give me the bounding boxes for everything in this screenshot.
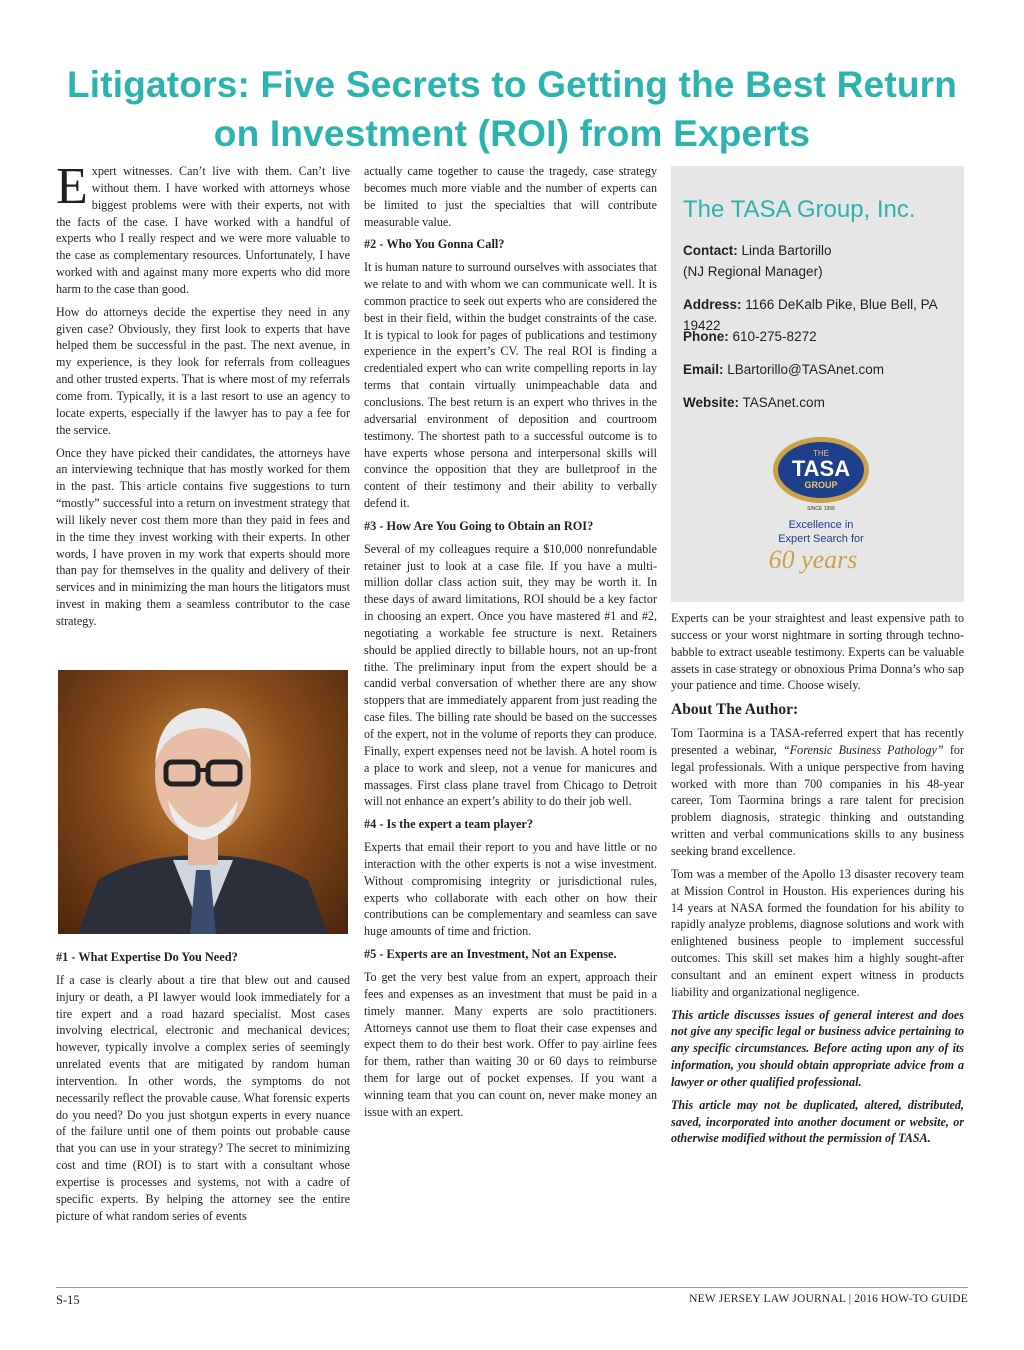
page-number: S-15 [56,1293,80,1307]
logo-years: 60 years [768,545,858,574]
logo-since: SINCE 1956 [807,506,835,512]
email-link[interactable]: LBartorillo@TASAnet.com [727,362,885,377]
paragraph: How do attorneys decide the expertise they need in any given case? Obviously, they first look to experts that have helped them be successful in the past. The next avenue, in my experience, is they look for referrals from colleagues and other trusted experts. That is where most of my referrals come from. Typically, it is a last resort to use an agency to locate experts, especially if the lawyer has to pay a fee for the service. [56,304,350,437]
portrait-illustration [58,670,348,934]
tasa-logo [761,436,881,576]
tasa-logo-graphic [761,436,881,576]
contact-row: Contact: Linda Bartorillo (NJ Regional Manager) [683,243,832,279]
paragraph: Several of my colleagues require a $10,000 nonrefundable retainer just to look at a case file. If you have a multi-million dollar class action suit, they may be worth it. In these days of award limitations, ROI should be a key factor in choosing an expert. Once you have mastered #1 and #2, negotiating a workable fee structure is next. Retainers should be applied directly to billable hours, not an up-front tithe. The preliminary input from the expert should be a candid verbal conversation of whether there are any show stoppers that are immediately apparent from just reading the case files. The billing rate should be based on the successes of the expert, not in the volume of reports they can produce. Finally, expert expenses need not be lavish. A hotel room is a place to work and sleep, not a venue for manicures and massages. First class plane travel from Chicago to Detroit will not enhance an expert’s ability to do their job well. [364,541,657,809]
webinar-title: “Forensic Business Pathology” [783,742,944,757]
column-2 [364,163,657,1127]
title-line-1: Litigators: Five Secrets to Getting the Best Return [66,64,958,105]
paragraph: actually came together to cause the tragedy, case strategy becomes much more viable and the number of experts can be limited to just the specialties that will contribute measurable value. [364,164,657,229]
about-author-heading: About The Author: [671,701,799,719]
website-link[interactable]: TASAnet.com [742,395,825,410]
section-heading-2: #2 - Who You Gonna Call? [364,237,505,252]
paragraph: To get the very best value from an expert, approach their fees and expenses as an investment that must be paid in a timely manner. Many experts are solo practitioners. Attorneys cannot use them to float their case expenses and expect them to do their best work. Offer to pay airline fees for them, rather than waiting 30 or 60 days to reimburse them for large out of pocket expenses. If you want a winning team that you can count on, never make money an issue with an expert. [364,969,657,1119]
section-heading-5: #5 - Experts are an Investment, Not an Expense. [364,947,617,962]
phone-row: Phone: 610-275-8272 [683,329,817,344]
disclaimer: This article discusses issues of general interest and does not give any specific legal or business advice pertaining to any specific circumstances. Before acting upon any of its information, you should obtain appropriate advice from a lawyer or other qualified professional. [671,1007,964,1089]
paragraph: It is human nature to surround ourselves with associates that we relate to and with whom we can communicate well. It is common practice to seek out experts who are considered the best in their field, within the budget constraints of the case. It is typical to look for pages of publications and testimony experience in the expert’s CV. The real ROI is finding a credentialed expert who can write compelling reports in lay terms that contain virtually unimpeachable data and conclusions. The best return is an expert who thrives in the adversarial environment of deposition and courtroom testimony. The shortest path to a successful outcome is to have experts whose persona and interpersonal skills will convince the opposition that they are bulletproof in the content of their testimony and their ability to verbally defend it. [364,260,657,511]
logo-tagline-2: Expert Search for [778,533,864,545]
section-heading-1: #1 - What Expertise Do You Need? [56,950,238,964]
column-1 [56,158,350,636]
logo-group: GROUP [804,480,838,490]
company-name: The TASA Group, Inc. [683,196,916,223]
column-1-lower [56,947,350,1231]
paragraph: Experts can be your straightest and least expensive path to success or your worst nightmare in sorting through techno-babble to extract useable testimony. Experts can be valuable assets in case strategy or obnoxious Prima Donna’s who sap your patience and time. Choose wisely. [671,611,964,693]
author-photo [58,670,348,934]
paragraph: Tom was a member of the Apollo 13 disaster recovery team at Mission Control in Houston. His experiences during his 14 years at NASA formed the foundation for his ability to rapidly analyze problems, diagnose solutions and work with enlightened business people to implement successful outcomes. This skill set makes him a highly sought-after consultant and an eminent expert witness in products liability and organizational negligence. [671,866,964,999]
address-row: Address: 1166 DeKalb Pike, Blue Bell, PA 19422 [683,297,937,333]
website-row[interactable]: Website: TASAnet.com [683,395,825,410]
section-heading-3: #3 - How Are You Going to Obtain an ROI? [364,518,594,533]
title-line-2: on Investment (ROI) from Experts [213,113,811,154]
company-sidebar [671,166,964,602]
article-title [40,60,984,158]
publication-name: NEW JERSEY LAW JOURNAL | 2016 HOW-TO GUIDE [689,1293,968,1305]
column-3 [671,610,964,1153]
logo-the: THE [813,449,829,458]
paragraph: Once they have picked their candidates, the attorneys have an interviewing technique that has mostly worked for them in the past. This article contains five suggestions to turn “mostly” successful into a return on investment strategy that will likely never cost them more than they paid in fees and in the time they invest working with their experts. In other words, I have proven in my work that experts should more than pay for themselves in the quality and delivery of their services and in minimizing the man hours the litigators must invest in making them a seamless contributor to the case strategy. [56,445,350,628]
paragraph: If a case is clearly about a tire that blew out and caused injury or death, a PI lawyer would look immediately for a tire expert and a road hazard specialist. Most cases involving electrical, electronic and mechanical devices; however, typically involve a complex series of seemingly unrelated events that are mitigated by random human intervention. In other words, the symptoms do not necessarily reflect the provable cause. What forensic experts do you need? Do you just shotgun experts in every nuance of the failure until one of them points out probable cause that you can use in your strategy? The secret to minimizing cost and time (ROI) is to start with a consultant whose expertise is processes and systems, not with a cadre of specific experts. By helping the attorney see the entire picture of what random series of events [56,972,350,1223]
paragraph: Experts that email their report to you and have little or no interaction with the other experts is not a wise investment. Without compromising integrity or jurisdictional rules, experts who collaborate with each other on how their contributions can be complementary and seamless can save huge amounts of time and friction. [364,840,657,939]
logo-tasa: TASA [791,456,851,481]
drop-cap: E [56,158,88,215]
intro-paragraph: Expert witnesses. Can’t live with them. Can’t live without them. I have worked with attorneys whose biggest problems were with their experts, not with the facts of the case. I have worked with a handful of experts who I really respect and we were more valuable to the case as complementary resources. Unfortunately, I have worked with and against many more experts who did more harm to the case than good. [56,158,350,296]
author-bio-paragraph: Tom Taormina is a TASA-referred expert that has recently presented a webinar, “Forensic Business Pathology” for legal professionals. With a unique perspective from having worked with more than 700 companies in his 48-year career, Tom Taormina brings a rare talent for precision problem diagnosis, strategic thinking and outstanding written and verbal communications skills to any business seeking brand excellence. [671,726,965,858]
section-heading-4: #4 - Is the expert a team player? [364,817,534,832]
email-row[interactable]: Email: LBartorillo@TASAnet.com [683,362,885,377]
footer-divider [56,1287,968,1288]
logo-tagline-1: Excellence in [788,519,854,531]
copyright-notice: This article may not be duplicated, altered, distributed, saved, incorporated into another document or website, or otherwise modified without the permission of TASA. [671,1097,964,1146]
